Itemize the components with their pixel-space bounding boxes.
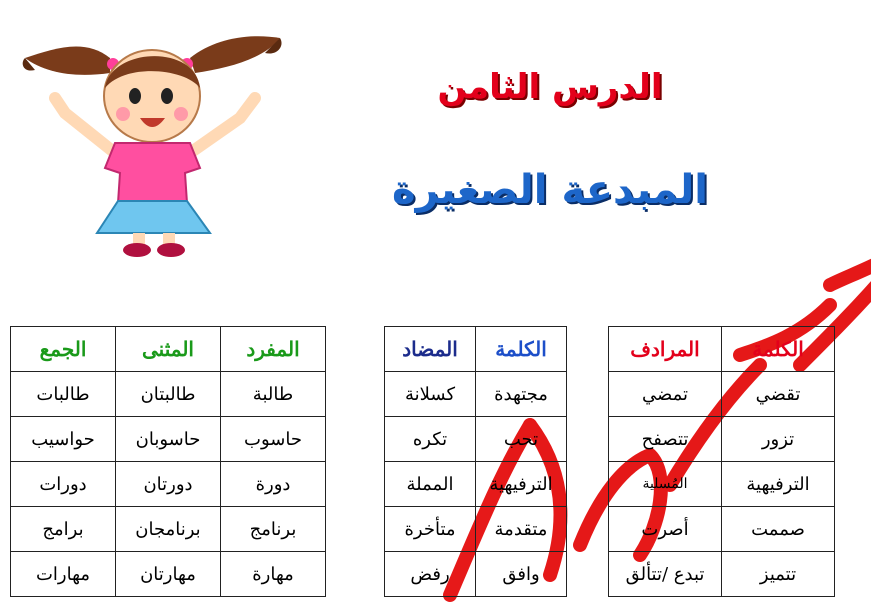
cell-synonym: تتصفح bbox=[609, 417, 722, 462]
cell-antonym: المملة bbox=[385, 462, 476, 507]
table-row bbox=[385, 462, 567, 507]
table-row bbox=[11, 462, 326, 507]
header-singular: المفرد bbox=[221, 327, 326, 372]
cell-dual: طالبتان bbox=[116, 372, 221, 417]
cell-word: مجتهدة bbox=[476, 372, 567, 417]
lesson-title: الدرس الثامن bbox=[437, 67, 663, 107]
cell-synonym: تمضي bbox=[609, 372, 722, 417]
cell-word: تقضي bbox=[722, 372, 835, 417]
table-header-row bbox=[609, 327, 835, 372]
cell-synonym: تبدع /تتألق bbox=[609, 552, 722, 597]
cell-dual: برنامجان bbox=[116, 507, 221, 552]
cell-antonym: تكره bbox=[385, 417, 476, 462]
table-row bbox=[11, 507, 326, 552]
table-row bbox=[609, 372, 835, 417]
cell-plural: برامج bbox=[11, 507, 116, 552]
cell-singular: دورة bbox=[221, 462, 326, 507]
table-row bbox=[609, 507, 835, 552]
cell-word: تحب bbox=[476, 417, 567, 462]
cell-synonym: المُسلية bbox=[609, 462, 722, 507]
cell-word: تزور bbox=[722, 417, 835, 462]
table-row bbox=[609, 417, 835, 462]
cell-antonym: كسلانة bbox=[385, 372, 476, 417]
table-row bbox=[609, 552, 835, 597]
cell-plural: مهارات bbox=[11, 552, 116, 597]
story-title: المبدعة الصغيرة bbox=[391, 167, 709, 213]
cell-synonym: أصرت bbox=[609, 507, 722, 552]
table-row bbox=[385, 552, 567, 597]
table-row bbox=[11, 552, 326, 597]
cell-dual: حاسوبان bbox=[116, 417, 221, 462]
cell-word: وافق bbox=[476, 552, 567, 597]
header-word: الكلمة bbox=[476, 327, 567, 372]
table-row bbox=[385, 417, 567, 462]
cartoon-girl-icon bbox=[15, 18, 285, 263]
cell-plural: دورات bbox=[11, 462, 116, 507]
cell-antonym: رفض bbox=[385, 552, 476, 597]
cell-word: متقدمة bbox=[476, 507, 567, 552]
header-plural: الجمع bbox=[11, 327, 116, 372]
cell-dual: دورتان bbox=[116, 462, 221, 507]
cell-word: صممت bbox=[722, 507, 835, 552]
cell-plural: طالبات bbox=[11, 372, 116, 417]
cell-singular: طالبة bbox=[221, 372, 326, 417]
header-antonym: المضاد bbox=[385, 327, 476, 372]
header-dual: المثنى bbox=[116, 327, 221, 372]
cell-dual: مهارتان bbox=[116, 552, 221, 597]
table-row bbox=[385, 507, 567, 552]
table-row bbox=[385, 372, 567, 417]
table-row bbox=[11, 417, 326, 462]
table-row bbox=[609, 462, 835, 507]
cell-word: تتميز bbox=[722, 552, 835, 597]
table-header-row bbox=[385, 327, 567, 372]
synonym-table bbox=[608, 326, 835, 597]
cell-singular: مهارة bbox=[221, 552, 326, 597]
header-synonym: المرادف bbox=[609, 327, 722, 372]
plural-table bbox=[10, 326, 326, 597]
table-header-row bbox=[11, 327, 326, 372]
cell-plural: حواسيب bbox=[11, 417, 116, 462]
table-row bbox=[11, 372, 326, 417]
header-word: الكلمة bbox=[722, 327, 835, 372]
cell-word: الترفيهية bbox=[476, 462, 567, 507]
cell-singular: حاسوب bbox=[221, 417, 326, 462]
cell-word: الترفيهية bbox=[722, 462, 835, 507]
cell-singular: برنامج bbox=[221, 507, 326, 552]
cell-antonym: متأخرة bbox=[385, 507, 476, 552]
antonym-table bbox=[384, 326, 567, 597]
